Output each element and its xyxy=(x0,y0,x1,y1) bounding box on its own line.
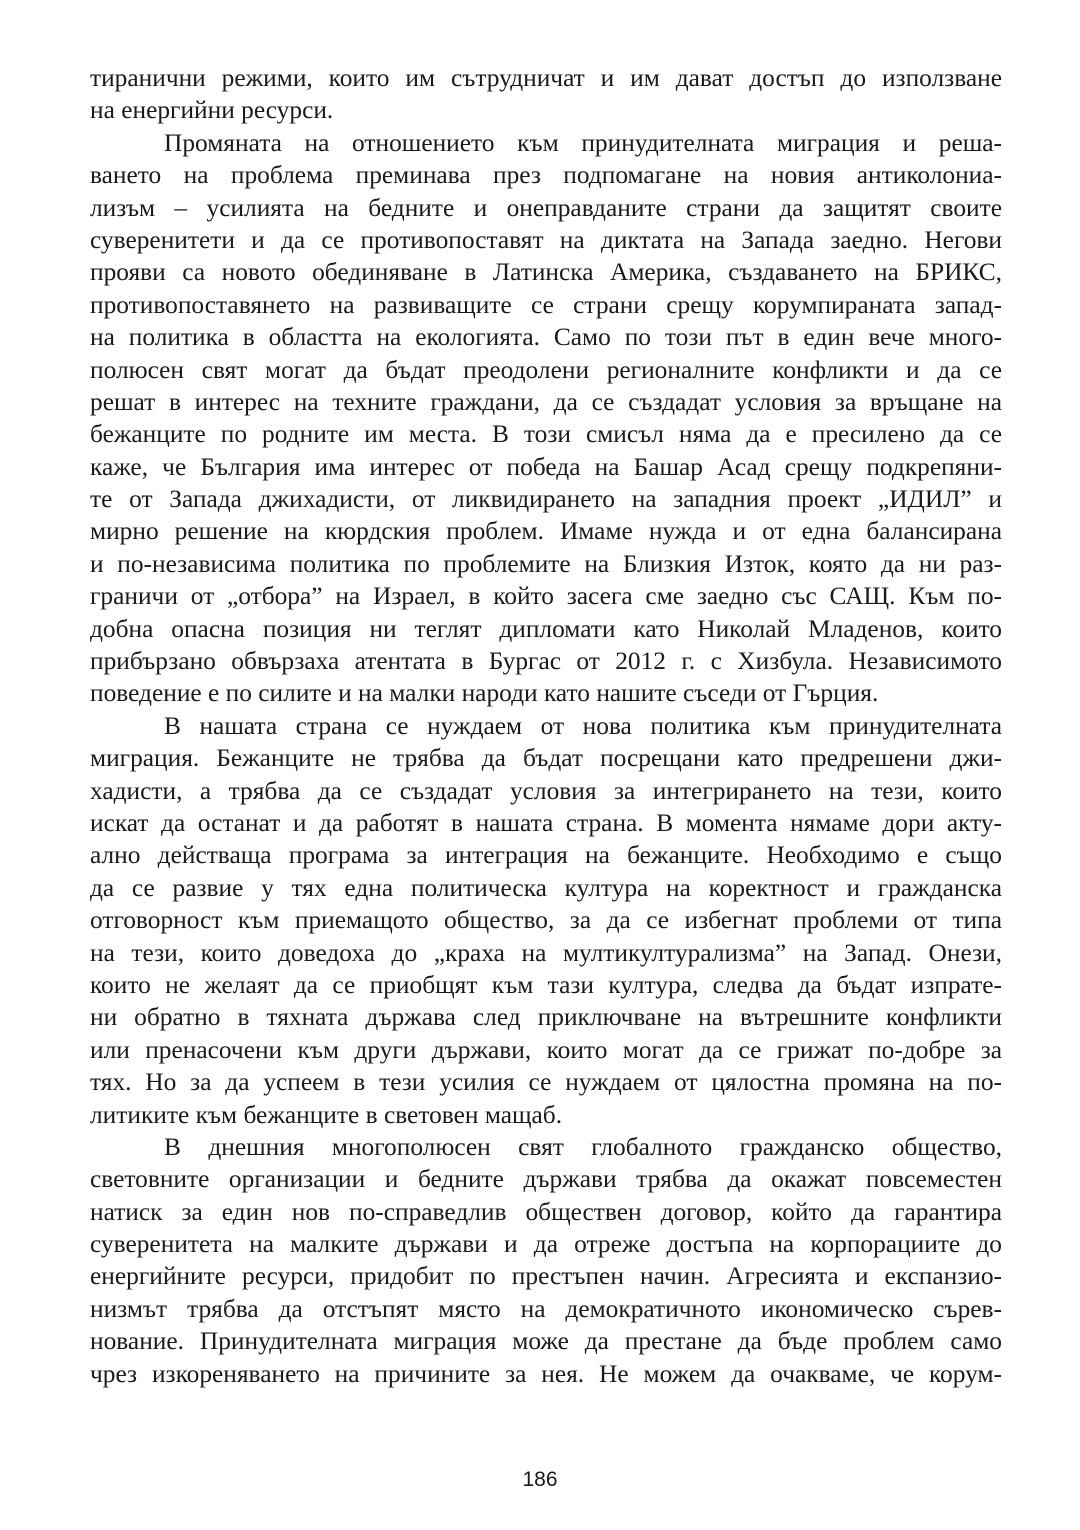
text-line: низмът трябва да отстъпят място на демократичното икономическо сърев- xyxy=(90,1294,1002,1323)
text-line: лизъм – усилията на бедните и онеправданите страни да защитят своите xyxy=(90,193,1002,222)
text-line: натиск за един нов по-справедлив обществен договор, който да гарантира xyxy=(90,1197,1002,1226)
text-line: или пренасочени към други държави, които могат да се грижат по-добре за xyxy=(90,1035,1002,1064)
text-line: решат в интерес на техните граждани, да се създадат условия за връщане на xyxy=(90,387,1002,416)
text-line: нование. Принудителната миграция може да престане да бъде проблем само xyxy=(90,1327,1002,1356)
text-line: прибързано обвързаха атентата в Бургас от 2012 г. с Хизбула. Независимото xyxy=(90,647,1002,676)
paragraph xyxy=(90,62,1002,127)
text-line: противопоставянето на развиващите се страни срещу корумпираната запад- xyxy=(90,290,1002,319)
text-line: на политика в областта на екологията. Само по този път в един вече много- xyxy=(90,323,1002,352)
text-line: световните организации и бедните държави трябва да окажат повсеместен xyxy=(90,1165,1002,1194)
text-line: на тези, които доведоха до „краха на мултикултурализма” на Запад. Онези, xyxy=(90,938,1002,967)
paragraph xyxy=(90,127,1002,710)
text-line: полюсен свят могат да бъдат преодолени регионалните конфликти и да се xyxy=(90,355,1002,384)
text-line: те от Запада джихадисти, от ликвидирането на западния проект „ИДИЛ” и xyxy=(90,485,1002,514)
text-line: суверенитета на малките държави и да отреже достъпа на корпорациите до xyxy=(90,1230,1002,1259)
text-line: В днешния многополюсен свят глобалното гражданско общество, xyxy=(164,1132,1002,1161)
text-line: бежанците по родните им места. В този смисъл няма да е пресилено да се xyxy=(90,420,1002,449)
text-line: чрез изкореняването на причините за нея. Не можем да очакваме, че корум- xyxy=(90,1359,1002,1388)
text-line: тях. Но за да успеем в тези усилия се нуждаем от цялостна промяна на по- xyxy=(90,1068,1002,1097)
body-text xyxy=(90,62,1002,1390)
page-number: 186 xyxy=(522,1468,558,1491)
text-line: мирно решение на кюрдския проблем. Имаме нужда и от една балансирана xyxy=(90,517,1002,546)
text-line: на енергийни ресурси. xyxy=(90,96,334,125)
text-line: добна опасна позиция ни теглят дипломати като Николай Младенов, които xyxy=(90,614,1002,643)
text-line: В нашата страна се нуждаем от нова политика към принудителната xyxy=(164,711,1002,740)
text-line: Промяната на отношението към принудителната миграция и реша- xyxy=(164,128,1002,157)
paragraph xyxy=(90,1131,1002,1390)
text-line: поведение е по силите и на малки народи като нашите съседи от Гърция. xyxy=(90,679,879,708)
text-line: тиранични режими, които им сътрудничат и им дават достъп до използване xyxy=(90,64,1002,92)
text-line: каже, че България има интерес от победа на Башар Асад срещу подкрепяни- xyxy=(90,452,1002,481)
text-line: хадисти, а трябва да се създадат условия за интегрирането на тези, които xyxy=(90,776,1002,805)
text-line: ално действаща програма за интеграция на бежанците. Необходимо е също xyxy=(90,841,1002,870)
text-line: да се развие у тях една политическа култура на коректност и гражданска xyxy=(90,873,1002,902)
text-line: прояви са новото обединяване в Латинска Америка, създаването на БРИКС, xyxy=(90,258,1002,287)
paragraph xyxy=(90,710,1002,1131)
text-line: литиките към бежанците в световен мащаб. xyxy=(90,1100,563,1129)
text-line: миграция. Бежанците не трябва да бъдат посрещани като предрешени джи- xyxy=(90,744,1002,773)
text-line: отговорност към приемащото общество, за да се избегнат проблеми от типа xyxy=(90,906,1002,935)
text-line: енергийните ресурси, придобит по престъпен начин. Агресията и експанзио- xyxy=(90,1262,1002,1291)
text-line: ването на проблема преминава през подпомагане на новия антиколониа- xyxy=(90,161,1002,190)
text-line: искат да останат и да работят в нашата страна. В момента нямаме дори акту- xyxy=(90,808,1002,837)
text-line: суверенитети и да се противопоставят на диктата на Запада заедно. Негови xyxy=(90,225,1002,254)
text-line: които не желаят да се приобщят към тази култура, следва да бъдат изпрате- xyxy=(90,970,1002,999)
text-line: и по-независима политика по проблемите на Близкия Изток, която да ни раз- xyxy=(90,549,1002,578)
text-line: ни обратно в тяхната държава след приключване на вътрешните конфликти xyxy=(90,1003,1002,1032)
text-line: граничи от „отбора” на Израел, в който засега сме заедно със САЩ. Към по- xyxy=(90,582,1002,611)
